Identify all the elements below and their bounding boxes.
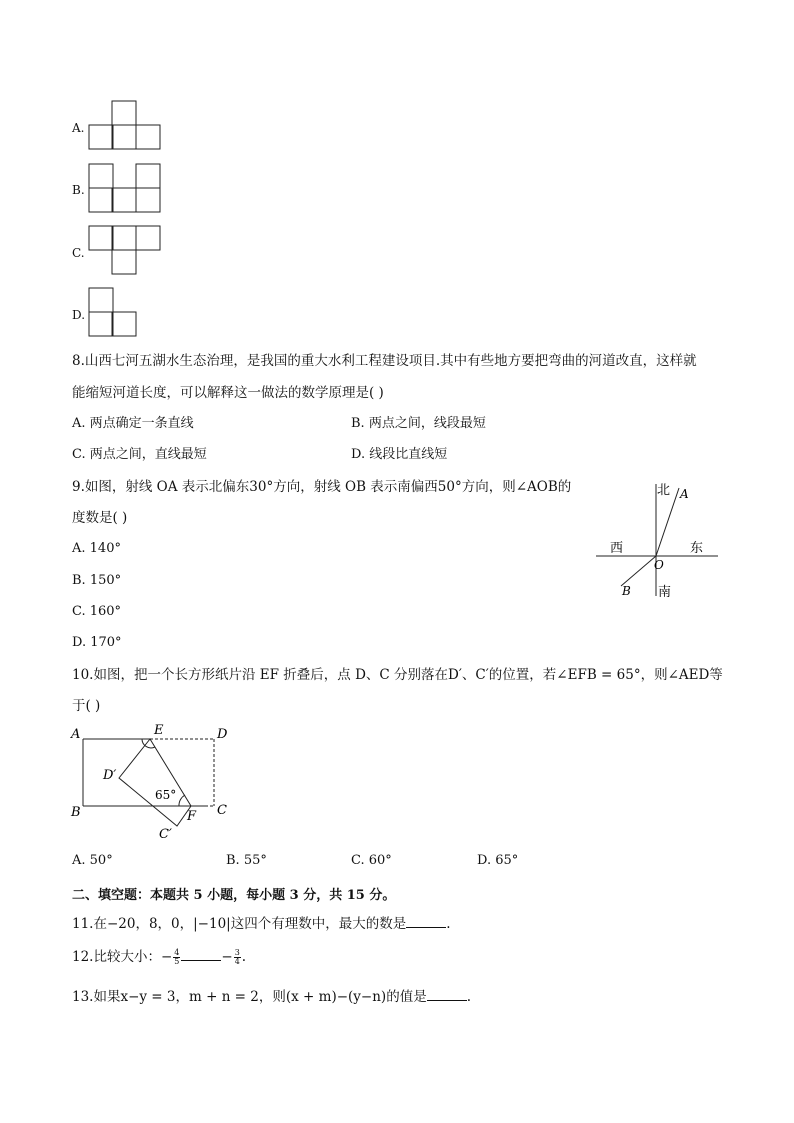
q10-label-e: E bbox=[154, 723, 164, 738]
q7-net-b bbox=[88, 163, 163, 213]
q9-option-c: C. 160° bbox=[72, 604, 122, 619]
q9-option-a: A. 140° bbox=[72, 541, 121, 556]
q9-line2: 度数是( ) bbox=[72, 510, 128, 526]
q7-net-d bbox=[88, 287, 163, 337]
q9-label-north: 北 bbox=[657, 483, 671, 498]
q10-option-b: B. 55° bbox=[226, 853, 267, 868]
q8-option-d: D. 线段比直线短 bbox=[351, 447, 448, 462]
q7-option-c-label: C. bbox=[72, 246, 85, 260]
q9-ray-ob bbox=[621, 556, 656, 586]
q7-net-a bbox=[88, 100, 163, 150]
q10-line1: 10.如图，把一个长方形纸片沿 EF 折叠后，点 D、C 分别落在D′、C′的位置，若∠EFB = 65°，则∠AED等 bbox=[72, 667, 723, 683]
q7-net-c bbox=[88, 225, 163, 275]
section-fill-in-heading: 二、填空题：本题共 5 小题，每小题 3 分，共 15 分。 bbox=[72, 888, 396, 903]
q13-end: . bbox=[466, 989, 471, 1005]
q9-label-south: 南 bbox=[658, 585, 672, 600]
q12-blank bbox=[181, 948, 221, 961]
q10-label-c-prime: C′ bbox=[159, 827, 172, 842]
q10-label-d-prime: D′ bbox=[103, 768, 117, 783]
q10-fold-figure bbox=[66, 720, 246, 845]
q10-label-f: F bbox=[187, 809, 197, 824]
q9-label-a: A bbox=[680, 487, 689, 501]
q12-frac1-denominator: 5 bbox=[174, 957, 180, 966]
q10-label-angle: 65° bbox=[155, 788, 177, 802]
q13-line bbox=[72, 988, 471, 1006]
q7-option-a-label: A. bbox=[72, 121, 85, 135]
q12-end: . bbox=[241, 949, 247, 965]
q10-label-a: A bbox=[71, 727, 81, 742]
q11-line bbox=[72, 915, 451, 933]
q9-option-b: B. 150° bbox=[72, 573, 122, 588]
q12-frac1-numerator: 4 bbox=[174, 948, 180, 957]
q9-line1: 9.如图，射线 OA 表示北偏东30°方向，射线 OB 表示南偏西50°方向，则∠AOB的 bbox=[72, 479, 572, 495]
q11-end: . bbox=[446, 916, 451, 932]
q7-option-d-label: D. bbox=[72, 308, 86, 322]
q12-frac2-numerator: 3 bbox=[234, 948, 240, 957]
q12-line bbox=[72, 948, 246, 966]
q12-prefix: 12.比较大小：− bbox=[72, 949, 173, 965]
q12-frac2-denominator: 4 bbox=[234, 957, 240, 966]
q10-option-a: A. 50° bbox=[72, 853, 113, 868]
q12-minus: − bbox=[221, 949, 233, 965]
q9-ray-oa bbox=[656, 488, 679, 556]
q9-label-b: B bbox=[622, 584, 631, 598]
q9-compass-figure bbox=[590, 478, 725, 603]
q8-option-a: A. 两点确定一条直线 bbox=[72, 416, 194, 431]
q9-label-o: O bbox=[654, 558, 664, 572]
q10-label-c: C bbox=[217, 803, 227, 818]
q9-label-east: 东 bbox=[690, 541, 704, 556]
q13-text: 13.如果x−y = 3，m + n = 2，则(x + m)−(y−n)的值是 bbox=[72, 989, 427, 1005]
q10-label-b: B bbox=[71, 805, 81, 820]
q8-option-b: B. 两点之间，线段最短 bbox=[351, 416, 486, 431]
q9-label-west: 西 bbox=[610, 541, 624, 556]
q7-option-b-label: B. bbox=[72, 183, 85, 197]
q12-fraction-2 bbox=[234, 949, 241, 966]
q12-fraction-1 bbox=[173, 949, 180, 966]
q13-blank bbox=[427, 988, 467, 1001]
q9-option-d: D. 170° bbox=[72, 635, 122, 650]
q11-text: 11.在−20，8，0，|−10|这四个有理数中，最大的数是 bbox=[72, 916, 407, 932]
q8-option-c: C. 两点之间，直线最短 bbox=[72, 447, 207, 462]
q8-line1: 8.山西七河五湖水生态治理，是我国的重大水利工程建设项目.其中有些地方要把弯曲的河道改直，这样就 bbox=[72, 353, 697, 369]
q11-blank bbox=[406, 915, 446, 928]
q10-line2: 于( ) bbox=[72, 698, 101, 714]
q10-label-d: D bbox=[217, 727, 228, 742]
q10-option-c: C. 60° bbox=[351, 853, 392, 868]
q8-line2: 能缩短河道长度，可以解释这一做法的数学原理是( ) bbox=[72, 385, 384, 401]
q10-option-d: D. 65° bbox=[477, 853, 519, 868]
